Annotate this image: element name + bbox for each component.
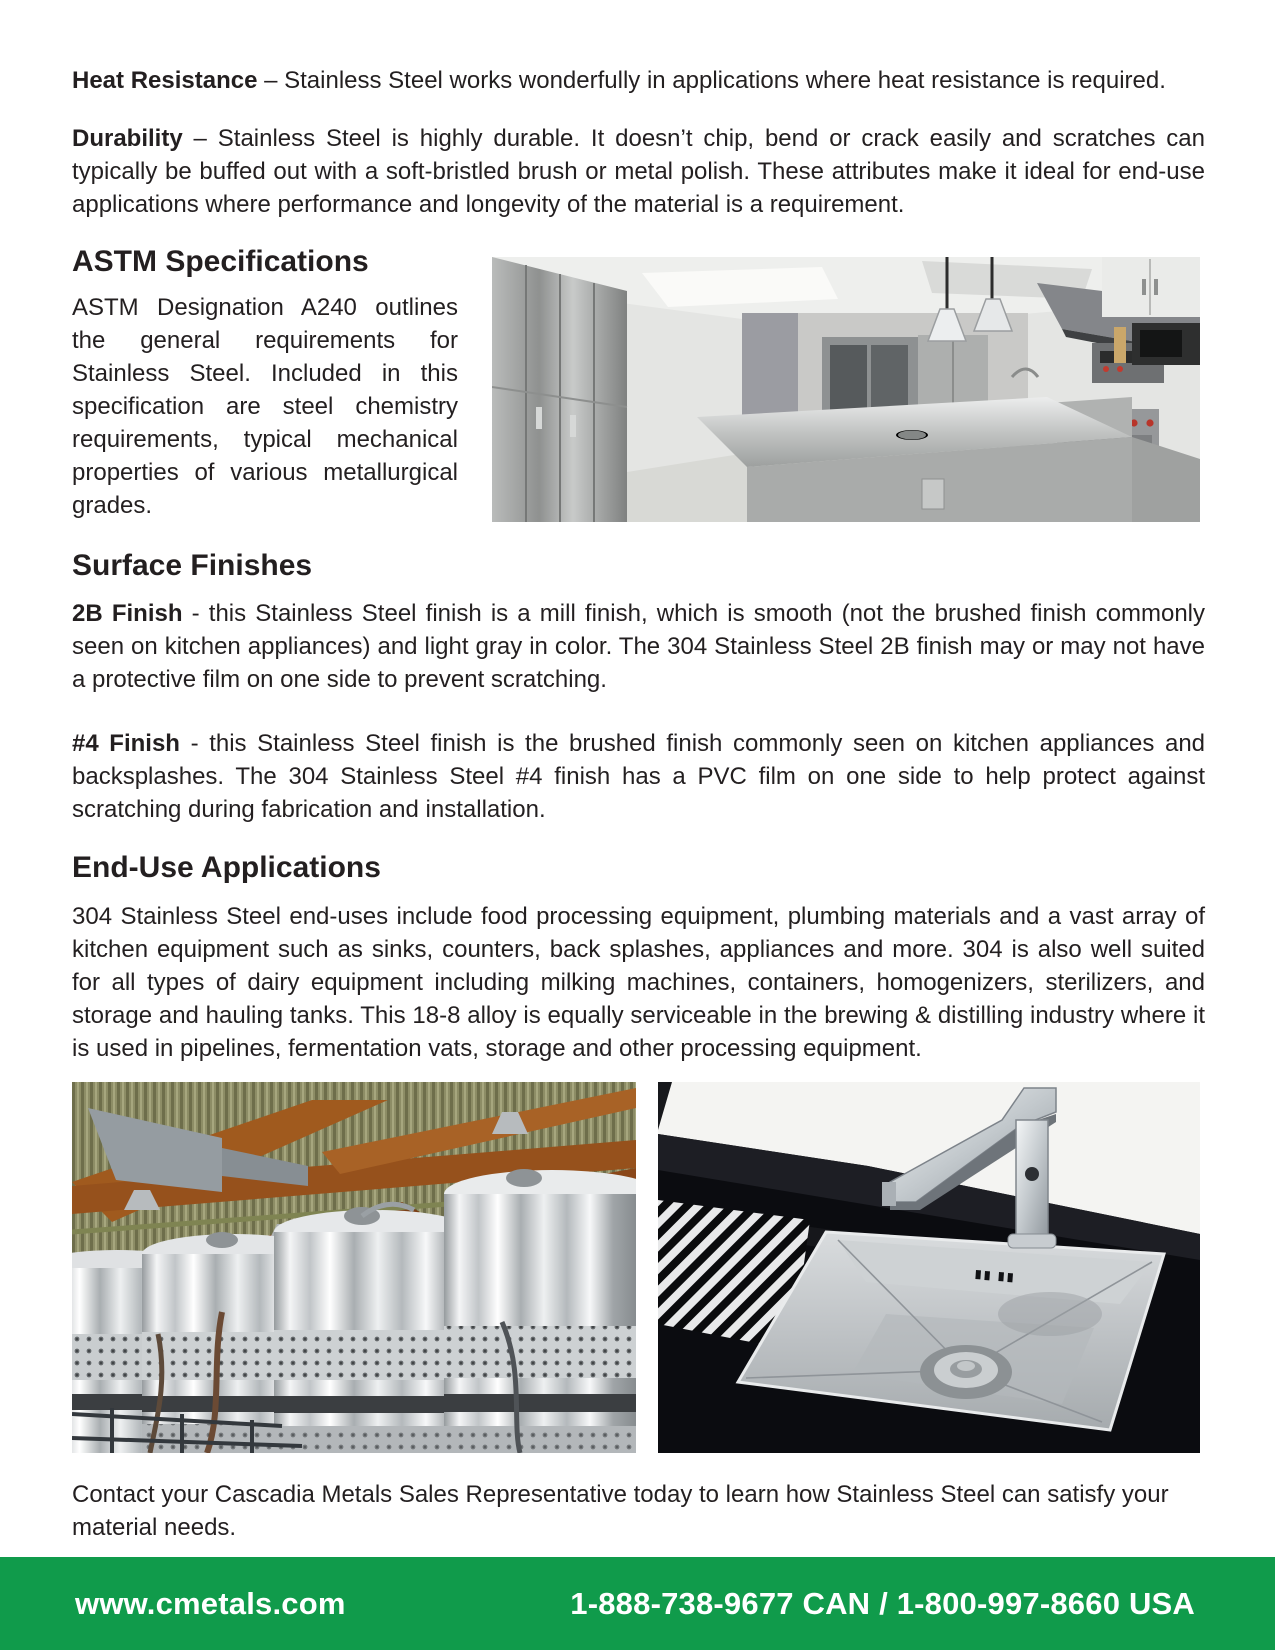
- footer-bar: [0, 1557, 1275, 1650]
- durability-label: Durability: [72, 125, 183, 152]
- kitchen-photo: [492, 257, 1200, 522]
- kitchen-photo-graphic: [492, 257, 1200, 522]
- footer-phone-numbers: 1-888-738-9677 CAN / 1-800-997-8660 USA: [570, 1585, 1195, 1621]
- finish-4-label: #4 Finish: [72, 730, 180, 757]
- tanks-photo-graphic: [72, 1082, 636, 1453]
- finish-2b-paragraph: [72, 597, 1205, 696]
- heat-resistance-label: Heat Resistance: [72, 67, 258, 94]
- finish-4-paragraph: [72, 727, 1205, 826]
- heat-resistance-paragraph: [72, 64, 1205, 97]
- tanks-photo: [72, 1082, 636, 1453]
- astm-paragraph: ASTM Designation A240 outlines the general requirements for Stainless Steel. Included in this specification are steel chemistry requirements, typical mechanical properties of various metallurgical grades.: [72, 294, 458, 519]
- finish-2b-label: 2B Finish: [72, 600, 183, 627]
- astm-heading: ASTM Specifications: [72, 245, 369, 278]
- sink-photo: [658, 1082, 1200, 1453]
- finish-2b-text: - this Stainless Steel finish is a mill finish, which is smooth (not the brushed finish commonly seen on kitchen appliances) and light gray in color. The 304 Stainless Steel 2B finish may or may not have a protective film on one side to prevent scratching.: [72, 600, 1206, 693]
- end-use-heading: End-Use Applications: [72, 851, 381, 884]
- durability-paragraph: [72, 122, 1205, 221]
- durability-text: – Stainless Steel is highly durable. It doesn’t chip, bend or crack easily and scratches can typically be buffed out with a soft-bristled brush or metal polish. These attributes make it ideal for end-use applications where performance and longevity of the material is a requirement.: [72, 125, 1205, 218]
- footer-website: www.cmetals.com: [75, 1585, 346, 1621]
- sink-photo-graphic: [658, 1082, 1200, 1453]
- end-use-paragraph: 304 Stainless Steel end-uses include food processing equipment, plumbing materials and a vast array of kitchen equipment such as sinks, counters, back splashes, appliances and more. 304 is also well suited for all types of dairy equipment including milking machines, containers, homogenizers, sterilizers, and storage and hauling tanks. This 18-8 alloy is equally serviceable in the brewing & distilling industry where it is used in pipelines, fermentation vats, storage and other processing equipment.: [72, 903, 1205, 1062]
- finish-4-text: - this Stainless Steel finish is the brushed finish commonly seen on kitchen appliances and backsplashes. The 304 Stainless Steel #4 finish has a PVC film on one side to help protect against scratching during fabrication and installation.: [72, 730, 1206, 823]
- heat-resistance-text: – Stainless Steel works wonderfully in applications where heat resistance is required.: [257, 67, 1166, 94]
- contact-paragraph: Contact your Cascadia Metals Sales Representative today to learn how Stainless Steel can satisfy your material needs.: [72, 1481, 1169, 1541]
- surface-finishes-heading: Surface Finishes: [72, 549, 313, 582]
